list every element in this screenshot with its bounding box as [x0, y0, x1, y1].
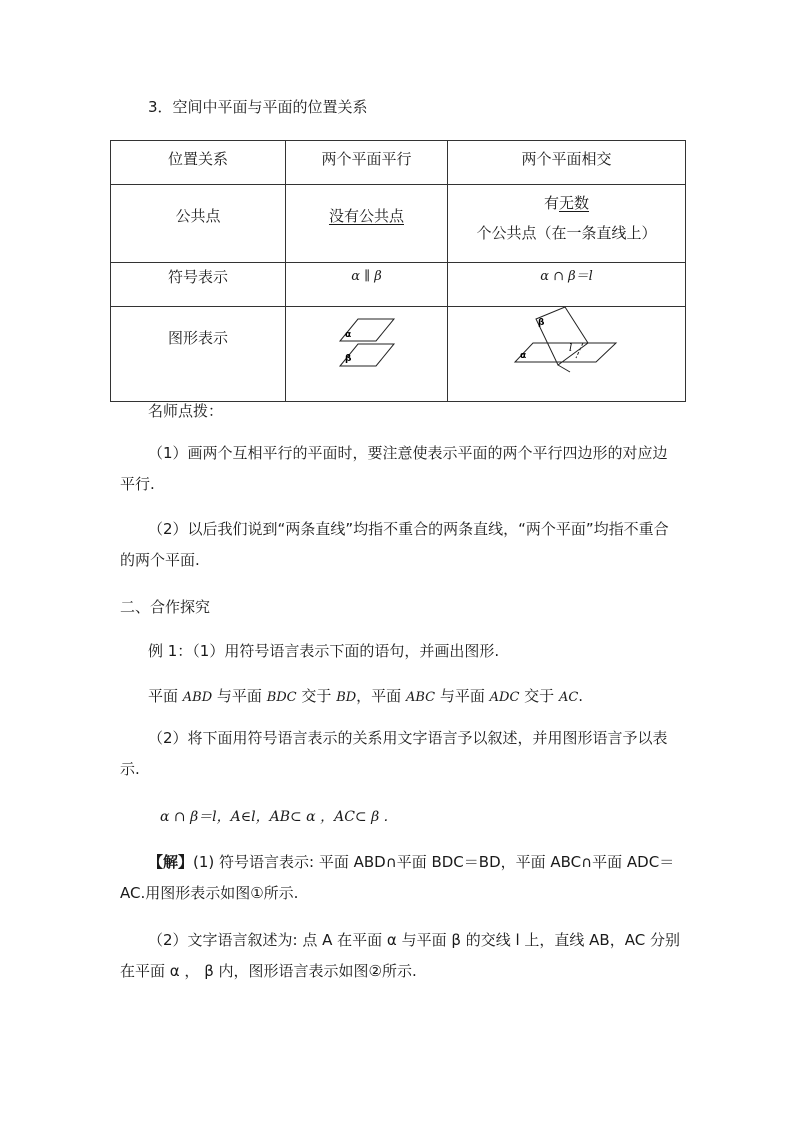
table-row-symbol — [111, 263, 686, 307]
parallel-figure-cell — [286, 307, 448, 402]
intersect-common-points: 有无数个公共点（在一条直线上） — [448, 185, 686, 263]
row-label: 公共点 — [111, 185, 286, 263]
intersect-figure-cell — [448, 307, 686, 402]
solution-part-1: 【解】(1) 符号语言表示: 平面 ABD∩平面 BDC＝BD，平面 ABC∩平面 ADC＝AC.用图形表示如图①所示. — [120, 853, 675, 902]
table-row-common-points — [111, 185, 686, 263]
header-cell: 两个平面相交 — [448, 141, 686, 185]
intersect-symbol: α ∩ β＝l — [448, 263, 686, 307]
parallel-planes-figure — [286, 307, 448, 397]
tip-1: （1）画两个互相平行的平面时，要注意使表示平面的两个平行四边形的对应边平行. — [120, 444, 668, 493]
alpha-label: α — [520, 351, 527, 361]
parallel-symbol: α ∥ β — [286, 263, 448, 307]
row-label: 符号表示 — [111, 263, 286, 307]
section-heading: 3．空间中平面与平面的位置关系 — [148, 98, 368, 116]
example-1-symbols: α ∩ β＝l，A∈l，AB⊂ α ，AC⊂ β . — [160, 809, 389, 825]
intersecting-planes-figure — [448, 307, 686, 397]
example-1-question-1: 例 1：（1）用符号语言表示下面的语句，并画出图形. — [148, 642, 500, 660]
example-1-sentence: 平面 ABD 与平面 BDC 交于 BD，平面 ABC 与平面 ADC 交于 AC. — [148, 687, 584, 705]
table-row-figure — [111, 307, 686, 402]
section-2-heading: 二、合作探究 — [120, 598, 211, 616]
header-cell: 位置关系 — [111, 141, 286, 185]
tip-2: （2）以后我们说到“两条直线”均指不重合的两条直线，“两个平面”均指不重合的两个平面. — [120, 520, 669, 569]
solution-part-2: （2）文字语言叙述为: 点 A 在平面 α 与平面 β 的交线 l 上，直线 AB，AC 分别在平面 α ， β 内，图形语言表示如图②所示. — [120, 931, 680, 980]
beta-label: β — [538, 318, 545, 328]
parallel-common-points: 没有公共点 — [286, 185, 448, 263]
line-l-label: l — [569, 343, 573, 354]
header-cell: 两个平面平行 — [286, 141, 448, 185]
table-header-row — [111, 141, 686, 185]
tips-title: 名师点拨： — [148, 402, 224, 420]
alpha-label: α — [345, 330, 352, 340]
plane-relation-table — [110, 140, 686, 402]
beta-label: β — [345, 354, 352, 364]
example-1-question-2: （2）将下面用符号语言表示的关系用文字语言予以叙述，并用图形语言予以表示. — [120, 729, 668, 778]
row-label: 图形表示 — [111, 307, 286, 402]
